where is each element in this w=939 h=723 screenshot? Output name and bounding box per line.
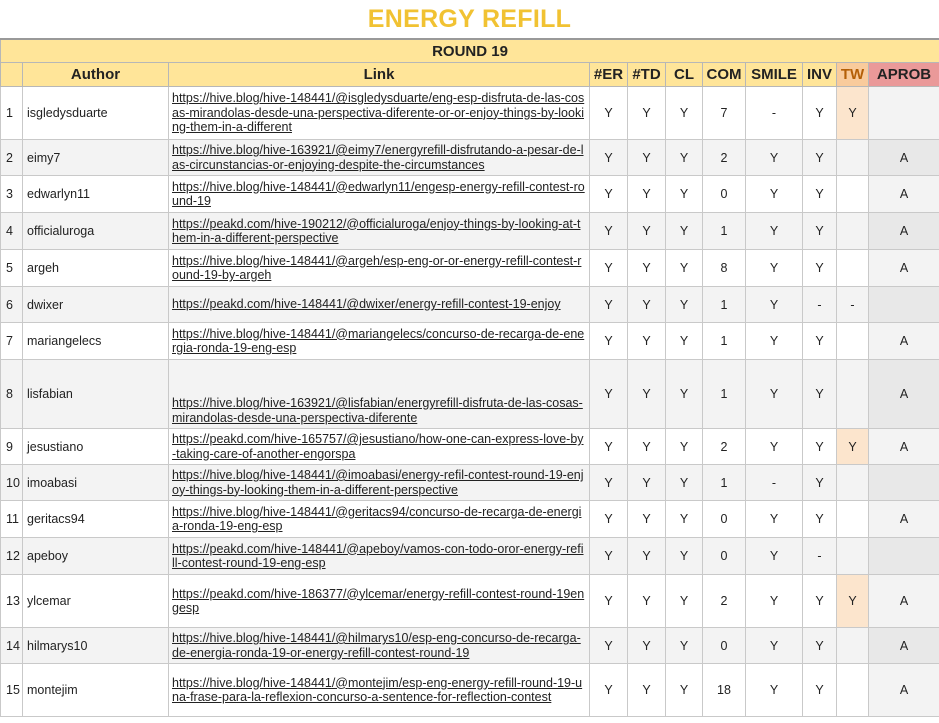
- com-cell: 0: [703, 176, 746, 213]
- er-cell: Y: [590, 87, 628, 140]
- cl-cell: Y: [666, 501, 703, 538]
- com-cell: 7: [703, 87, 746, 140]
- aprob-cell: A: [869, 250, 939, 287]
- author-cell: isgledysduarte: [23, 87, 169, 140]
- link-cell: [169, 429, 590, 465]
- inv-cell: Y: [803, 140, 837, 176]
- post-link[interactable]: https://hive.blog/hive-148441/@geritacs94/concurso-de-recarga-de-energia-ronda-19-eng-esp: [172, 504, 582, 533]
- table-row: [1, 538, 939, 575]
- author-cell: hilmarys10: [23, 628, 169, 664]
- row-number: 12: [1, 538, 23, 575]
- tw-cell: [837, 140, 869, 176]
- aprob-cell: [869, 87, 939, 140]
- round-header: ROUND 19: [1, 39, 939, 63]
- smile-cell: Y: [746, 213, 803, 250]
- inv-cell: Y: [803, 323, 837, 360]
- td-cell: Y: [628, 628, 666, 664]
- post-link[interactable]: https://peakd.com/hive-165757/@jesustiano/how-one-can-express-love-by-taking-care-of-another-engorspa: [172, 432, 584, 461]
- cl-cell: Y: [666, 628, 703, 664]
- com-cell: 1: [703, 465, 746, 501]
- td-cell: Y: [628, 538, 666, 575]
- post-link[interactable]: https://hive.blog/hive-163921/@eimy7/energyrefill-disfrutando-a-pesar-de-las-circunstancias-or-enjoying-despite-the-circumstances: [172, 143, 584, 172]
- com-cell: 2: [703, 140, 746, 176]
- aprob-cell: A: [869, 575, 939, 628]
- author-cell: montejim: [23, 664, 169, 717]
- tw-cell: Y: [837, 87, 869, 140]
- cl-cell: Y: [666, 323, 703, 360]
- smile-cell: Y: [746, 140, 803, 176]
- table-row: [1, 465, 939, 501]
- smile-cell: Y: [746, 176, 803, 213]
- inv-cell: Y: [803, 87, 837, 140]
- aprob-cell: A: [869, 323, 939, 360]
- inv-cell: Y: [803, 664, 837, 717]
- col-header-cl: CL: [666, 63, 703, 87]
- table-row: [1, 140, 939, 176]
- row-number: 14: [1, 628, 23, 664]
- link-cell: [169, 501, 590, 538]
- smile-cell: Y: [746, 429, 803, 465]
- aprob-cell: A: [869, 429, 939, 465]
- com-cell: 1: [703, 287, 746, 323]
- smile-cell: Y: [746, 538, 803, 575]
- link-cell: [169, 87, 590, 140]
- cl-cell: Y: [666, 538, 703, 575]
- link-cell: [169, 323, 590, 360]
- table-row: [1, 360, 939, 429]
- com-cell: 0: [703, 501, 746, 538]
- post-link[interactable]: https://peakd.com/hive-148441/@dwixer/energy-refill-contest-19-enjoy: [172, 297, 561, 312]
- table-row: [1, 501, 939, 538]
- inv-cell: Y: [803, 429, 837, 465]
- er-cell: Y: [590, 287, 628, 323]
- com-cell: 1: [703, 213, 746, 250]
- table-row: [1, 287, 939, 323]
- author-cell: apeboy: [23, 538, 169, 575]
- link-cell: [169, 140, 590, 176]
- table-row: [1, 323, 939, 360]
- com-cell: 0: [703, 628, 746, 664]
- aprob-cell: [869, 538, 939, 575]
- link-cell: [169, 538, 590, 575]
- tw-cell: [837, 176, 869, 213]
- row-number: 10: [1, 465, 23, 501]
- link-cell: [169, 287, 590, 323]
- table-row: [1, 628, 939, 664]
- row-number: 11: [1, 501, 23, 538]
- com-cell: 0: [703, 538, 746, 575]
- tw-cell: [837, 501, 869, 538]
- aprob-cell: [869, 287, 939, 323]
- inv-cell: Y: [803, 628, 837, 664]
- col-header-td: #TD: [628, 63, 666, 87]
- smile-cell: Y: [746, 628, 803, 664]
- inv-cell: Y: [803, 250, 837, 287]
- author-cell: eimy7: [23, 140, 169, 176]
- com-cell: 18: [703, 664, 746, 717]
- row-number: 4: [1, 213, 23, 250]
- aprob-cell: A: [869, 501, 939, 538]
- post-link[interactable]: https://hive.blog/hive-148441/@montejim/esp-eng-energy-refill-round-19-una-frase-para-la-reflexion-concurso-a-sentence-for-reflection-contest: [172, 675, 583, 704]
- row-number: 7: [1, 323, 23, 360]
- td-cell: Y: [628, 501, 666, 538]
- row-number: 5: [1, 250, 23, 287]
- er-cell: Y: [590, 664, 628, 717]
- td-cell: Y: [628, 287, 666, 323]
- td-cell: Y: [628, 250, 666, 287]
- aprob-cell: A: [869, 176, 939, 213]
- com-cell: 2: [703, 575, 746, 628]
- smile-cell: -: [746, 87, 803, 140]
- smile-cell: Y: [746, 575, 803, 628]
- er-cell: Y: [590, 323, 628, 360]
- cl-cell: Y: [666, 140, 703, 176]
- post-link[interactable]: https://hive.blog/hive-148441/@mariangelecs/concurso-de-recarga-de-energia-ronda-19-eng-esp: [172, 326, 585, 355]
- table-row: [1, 213, 939, 250]
- link-cell: [169, 250, 590, 287]
- contest-table: [0, 38, 939, 717]
- er-cell: Y: [590, 628, 628, 664]
- author-cell: imoabasi: [23, 465, 169, 501]
- td-cell: Y: [628, 87, 666, 140]
- td-cell: Y: [628, 429, 666, 465]
- aprob-cell: A: [869, 664, 939, 717]
- aprob-cell: A: [869, 628, 939, 664]
- smile-cell: Y: [746, 323, 803, 360]
- td-cell: Y: [628, 140, 666, 176]
- smile-cell: Y: [746, 501, 803, 538]
- td-cell: Y: [628, 176, 666, 213]
- link-cell: [169, 360, 590, 429]
- col-header-inv: INV: [803, 63, 837, 87]
- post-link[interactable]: https://hive.blog/hive-148441/@edwarlyn11/engesp-energy-refill-contest-round-19: [172, 179, 585, 208]
- td-cell: Y: [628, 323, 666, 360]
- link-cell: [169, 664, 590, 717]
- tw-cell: Y: [837, 575, 869, 628]
- aprob-cell: A: [869, 213, 939, 250]
- er-cell: Y: [590, 429, 628, 465]
- er-cell: Y: [590, 575, 628, 628]
- link-cell: [169, 176, 590, 213]
- cl-cell: Y: [666, 664, 703, 717]
- td-cell: Y: [628, 465, 666, 501]
- post-link[interactable]: https://peakd.com/hive-186377/@ylcemar/energy-refill-contest-round-19engesp: [172, 586, 585, 615]
- er-cell: Y: [590, 501, 628, 538]
- table-row: [1, 87, 939, 140]
- cl-cell: Y: [666, 250, 703, 287]
- er-cell: Y: [590, 176, 628, 213]
- tw-cell: [837, 360, 869, 429]
- author-cell: argeh: [23, 250, 169, 287]
- col-header-link: Link: [169, 63, 590, 87]
- author-cell: lisfabian: [23, 360, 169, 429]
- row-number: 9: [1, 429, 23, 465]
- er-cell: Y: [590, 213, 628, 250]
- row-number: 1: [1, 87, 23, 140]
- post-link[interactable]: https://hive.blog/hive-163921/@lisfabian/energyrefill-disfruta-de-las-cosas-mirandolas-desde-una-perspectiva-diferente: [172, 396, 583, 425]
- cl-cell: Y: [666, 87, 703, 140]
- cl-cell: Y: [666, 429, 703, 465]
- tw-cell: -: [837, 287, 869, 323]
- cl-cell: Y: [666, 213, 703, 250]
- com-cell: 1: [703, 323, 746, 360]
- er-cell: Y: [590, 538, 628, 575]
- cl-cell: Y: [666, 360, 703, 429]
- row-number: 13: [1, 575, 23, 628]
- com-cell: 8: [703, 250, 746, 287]
- er-cell: Y: [590, 140, 628, 176]
- table-row: [1, 176, 939, 213]
- smile-cell: Y: [746, 250, 803, 287]
- page-title: ENERGY REFILL: [367, 5, 572, 33]
- row-number: 15: [1, 664, 23, 717]
- link-cell: [169, 628, 590, 664]
- col-header-author: Author: [23, 63, 169, 87]
- post-link[interactable]: https://peakd.com/hive-148441/@apeboy/vamos-con-todo-oror-energy-refill-contest-round-19-eng-esp: [172, 541, 584, 570]
- author-cell: officialuroga: [23, 213, 169, 250]
- tw-cell: [837, 250, 869, 287]
- inv-cell: Y: [803, 465, 837, 501]
- table-row: [1, 429, 939, 465]
- table-row: [1, 575, 939, 628]
- post-link[interactable]: https://hive.blog/hive-148441/@imoabasi/energy-refil-contest-round-19-enjoy-things-by-looking-them-in-a-different-perspective: [172, 468, 584, 497]
- col-header-aprob: APROB: [869, 63, 939, 87]
- tw-cell: [837, 213, 869, 250]
- tw-cell: [837, 538, 869, 575]
- smile-cell: Y: [746, 360, 803, 429]
- tw-cell: Y: [837, 429, 869, 465]
- post-link[interactable]: https://hive.blog/hive-148441/@isgledysduarte/eng-esp-disfruta-de-las-cosas-mirandolas-desde-una-perspectiva-diferente-or-or-enjoy-things-by-looking-them-in-a-different: [172, 91, 585, 135]
- smile-cell: Y: [746, 664, 803, 717]
- td-cell: Y: [628, 360, 666, 429]
- td-cell: Y: [628, 664, 666, 717]
- row-number: 2: [1, 140, 23, 176]
- link-cell: [169, 465, 590, 501]
- author-cell: dwixer: [23, 287, 169, 323]
- col-header-num: [1, 63, 23, 87]
- link-cell: [169, 575, 590, 628]
- col-header-smile: SMILE: [746, 63, 803, 87]
- post-link[interactable]: https://peakd.com/hive-190212/@officialuroga/enjoy-things-by-looking-at-them-in-a-different-perspective: [172, 216, 581, 245]
- aprob-cell: A: [869, 360, 939, 429]
- er-cell: Y: [590, 360, 628, 429]
- inv-cell: Y: [803, 501, 837, 538]
- table-row: [1, 664, 939, 717]
- link-cell: [169, 213, 590, 250]
- aprob-cell: [869, 465, 939, 501]
- col-header-com: COM: [703, 63, 746, 87]
- cl-cell: Y: [666, 176, 703, 213]
- tw-cell: [837, 323, 869, 360]
- author-cell: edwarlyn11: [23, 176, 169, 213]
- author-cell: geritacs94: [23, 501, 169, 538]
- author-cell: ylcemar: [23, 575, 169, 628]
- table-row: [1, 250, 939, 287]
- tw-cell: [837, 664, 869, 717]
- cl-cell: Y: [666, 465, 703, 501]
- tw-cell: [837, 628, 869, 664]
- row-number: 8: [1, 360, 23, 429]
- post-link[interactable]: https://hive.blog/hive-148441/@hilmarys10/esp-eng-concurso-de-recarga-de-energia-ronda-19-or-energy-refill-contest-round-19: [172, 631, 581, 660]
- tw-cell: [837, 465, 869, 501]
- post-link[interactable]: https://hive.blog/hive-148441/@argeh/esp-eng-or-or-energy-refill-contest-round-19-by-argeh: [172, 253, 582, 282]
- col-header-tw: TW: [837, 63, 869, 87]
- cl-cell: Y: [666, 575, 703, 628]
- cl-cell: Y: [666, 287, 703, 323]
- inv-cell: Y: [803, 176, 837, 213]
- author-cell: mariangelecs: [23, 323, 169, 360]
- com-cell: 2: [703, 429, 746, 465]
- smile-cell: -: [746, 465, 803, 501]
- er-cell: Y: [590, 250, 628, 287]
- smile-cell: Y: [746, 287, 803, 323]
- row-number: 6: [1, 287, 23, 323]
- inv-cell: -: [803, 538, 837, 575]
- inv-cell: Y: [803, 575, 837, 628]
- er-cell: Y: [590, 465, 628, 501]
- col-header-er: #ER: [590, 63, 628, 87]
- row-number: 3: [1, 176, 23, 213]
- inv-cell: Y: [803, 360, 837, 429]
- aprob-cell: A: [869, 140, 939, 176]
- com-cell: 1: [703, 360, 746, 429]
- td-cell: Y: [628, 213, 666, 250]
- td-cell: Y: [628, 575, 666, 628]
- author-cell: jesustiano: [23, 429, 169, 465]
- inv-cell: -: [803, 287, 837, 323]
- inv-cell: Y: [803, 213, 837, 250]
